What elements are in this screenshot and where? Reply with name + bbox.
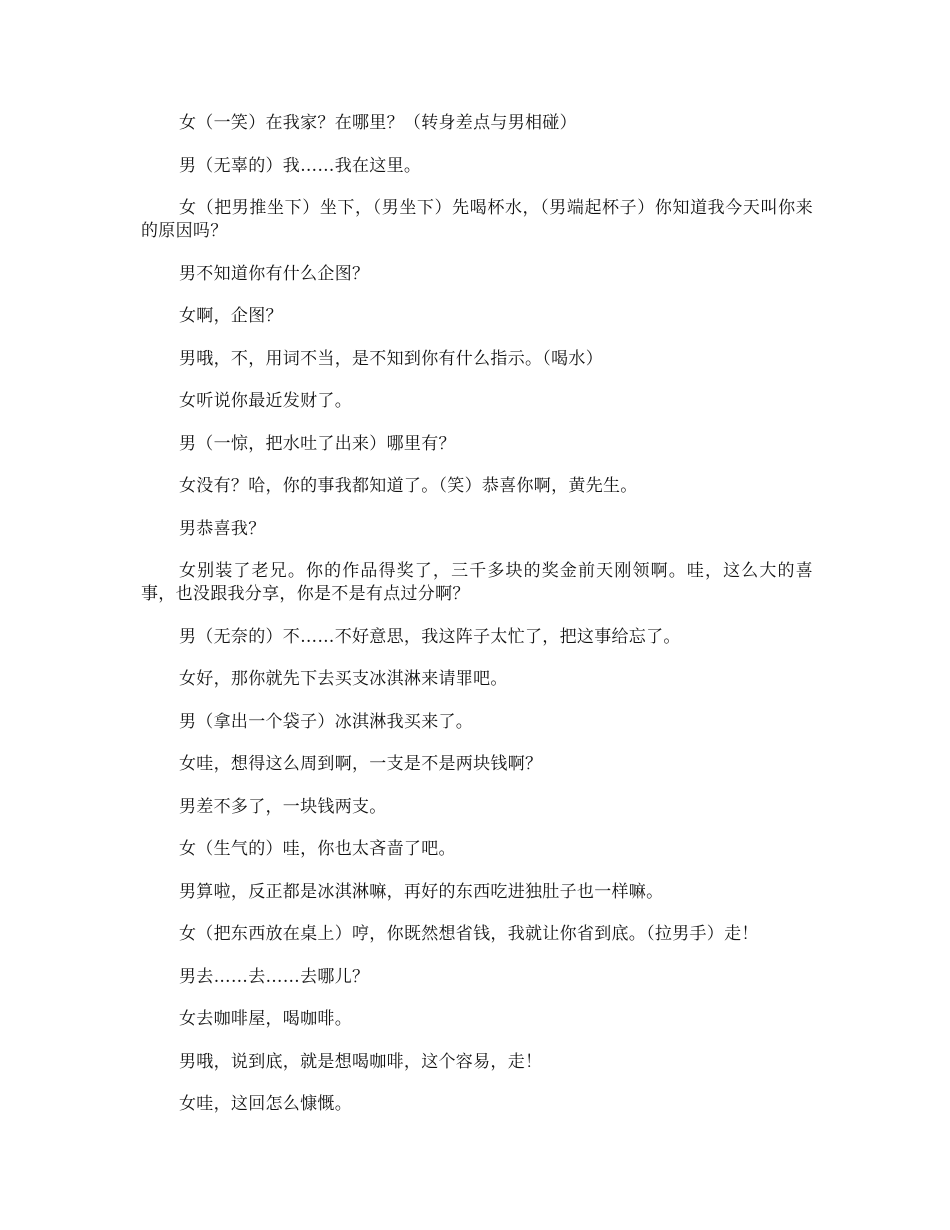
dialogue-line: 女（一笑）在我家？在哪里？（转身差点与男相碰） [179, 113, 577, 133]
dialogue-line: 女哇，这回怎么慷慨。 [179, 1094, 352, 1114]
dialogue-line: 男（无奈的）不……不好意思，我这阵子太忙了，把这事给忘了。 [179, 626, 681, 647]
dialogue-line: 女（把东西放在桌上）哼，你既然想省钱，我就让你省到底。（拉男手）走！ [179, 924, 759, 944]
dialogue-line: 女别装了老兄。你的作品得奖了，三千多块的奖金前天刚领啊。哇，这么大的喜事，也没跟我分享，你是不是有点过分啊？ [141, 561, 813, 604]
dialogue-line: 女啊，企图？ [179, 306, 283, 326]
dialogue-line: 女（把男推坐下）坐下，（男坐下）先喝杯水，（男端起杯子）你知道我今天叫你来的原因吗？ [141, 198, 813, 241]
dialogue-line: 男（一惊，把水吐了出来）哪里有？ [179, 433, 456, 454]
dialogue-line: 女去咖啡屋，喝咖啡。 [179, 1009, 352, 1029]
dialogue-line: 女没有？哈，你的事我都知道了。（笑）恭喜你啊，黄先生。 [179, 476, 638, 496]
dialogue-line: 男去……去……去哪儿？ [179, 966, 370, 987]
dialogue-line: 女听说你最近发财了。 [179, 391, 352, 411]
dialogue-line: 女哇，想得这么周到啊，一支是不是两块钱啊？ [179, 754, 543, 774]
dialogue-line: 男算啦，反正都是冰淇淋嘛，再好的东西吃进独肚子也一样嘛。 [179, 881, 664, 902]
dialogue-line: 男差不多了，一块钱两支。 [179, 796, 387, 817]
dialogue-line: 男哦，不，用词不当，是不知到你有什么指示。（喝水） [179, 348, 603, 369]
dialogue-line: 女好，那你就先下去买支冰淇淋来请罪吧。 [179, 669, 508, 689]
dialogue-line: 男哦，说到底，就是想喝咖啡，这个容易，走！ [179, 1051, 543, 1072]
dialogue-line: 男（无辜的）我……我在这里。 [179, 155, 422, 176]
dialogue-line: 女（生气的）哇，你也太吝啬了吧。 [179, 839, 456, 859]
dialogue-line: 男不知道你有什么企图？ [179, 263, 370, 284]
dialogue-line: 男恭喜我？ [179, 518, 266, 539]
document-body [141, 112, 813, 1136]
dialogue-line: 男（拿出一个袋子）冰淇淋我买来了。 [179, 711, 474, 732]
